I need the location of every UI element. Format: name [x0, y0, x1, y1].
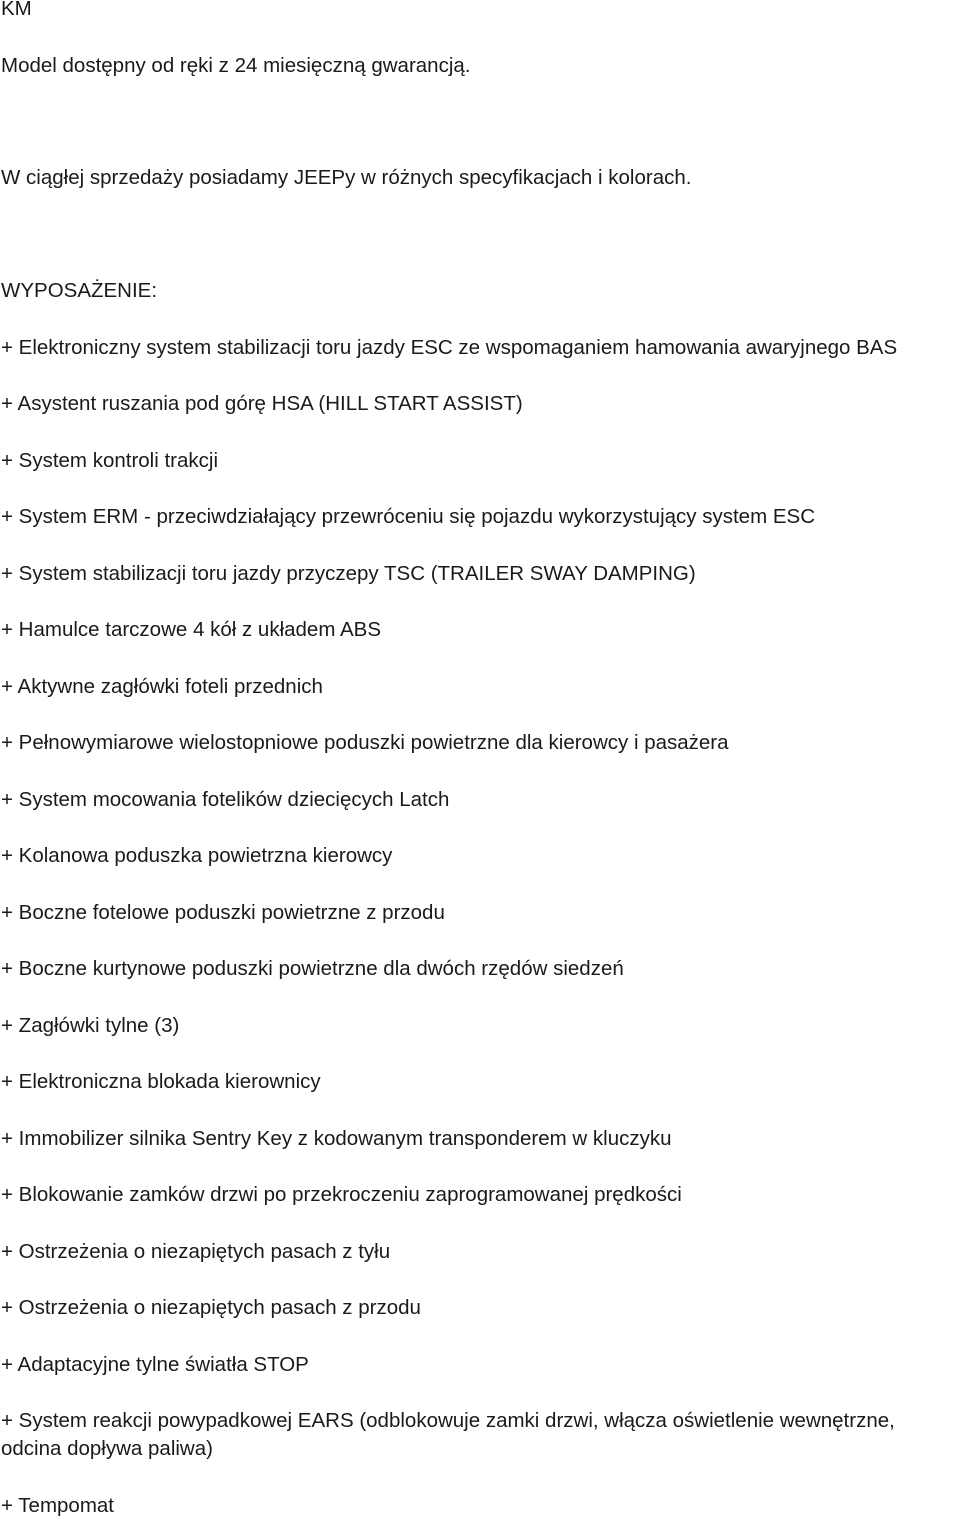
- equipment-item: + Immobilizer silnika Sentry Key z kodowanym transponderem w kluczyku: [1, 1127, 672, 1150]
- equipment-item: + Elektroniczny system stabilizacji toru jazdy ESC ze wspomaganiem hamowania awaryjnego BAS: [1, 336, 898, 359]
- equipment-item: + Asystent ruszania pod górę HSA (HILL START ASSIST): [1, 392, 523, 415]
- equipment-item: + Boczne fotelowe poduszki powietrzne z przodu: [1, 901, 445, 924]
- equipment-item: + Hamulce tarczowe 4 kół z układem ABS: [1, 618, 381, 641]
- equipment-item: + Boczne kurtynowe poduszki powietrzne dla dwóch rzędów siedzeń: [1, 957, 624, 980]
- equipment-item: + System kontroli trakcji: [1, 449, 219, 472]
- equipment-item: + Pełnowymiarowe wielostopniowe poduszki powietrzne dla kierowcy i pasażera: [1, 731, 729, 754]
- equipment-heading: WYPOSAŻENIE:: [1, 279, 158, 302]
- equipment-item: + Ostrzeżenia o niezapiętych pasach z przodu: [1, 1296, 421, 1319]
- equipment-item: + System ERM - przeciwdziałający przewróceniu się pojazdu wykorzystujący system ESC: [1, 505, 816, 528]
- equipment-item: + Ostrzeżenia o niezapiętych pasach z tyłu: [1, 1240, 391, 1263]
- equipment-item: + Zagłówki tylne (3): [1, 1014, 180, 1037]
- equipment-item: + Tempomat: [1, 1494, 115, 1517]
- equipment-item: + Kolanowa poduszka powietrzna kierowcy: [1, 844, 393, 867]
- header-code: KM: [1, 0, 32, 20]
- equipment-item: + Adaptacyjne tylne światła STOP: [1, 1353, 309, 1376]
- equipment-item: + Elektroniczna blokada kierownicy: [1, 1070, 321, 1093]
- equipment-item: + System reakcji powypadkowej EARS (odblokowuje zamki drzwi, włącza oświetlenie wewnętrzne, odcina dopływa paliwa): [1, 1409, 895, 1460]
- equipment-item: + System mocowania fotelików dziecięcych Latch: [1, 788, 450, 811]
- equipment-item: + Aktywne zagłówki foteli przednich: [1, 675, 323, 698]
- equipment-item: + Blokowanie zamków drzwi po przekroczeniu zaprogramowanej prędkości: [1, 1183, 682, 1206]
- sales-text: W ciągłej sprzedaży posiadamy JEEPy w różnych specyfikacjach i kolorach.: [1, 166, 692, 189]
- availability-text: Model dostępny od ręki z 24 miesięczną gwarancją.: [1, 54, 471, 77]
- equipment-item: + System stabilizacji toru jazdy przyczepy TSC (TRAILER SWAY DAMPING): [1, 562, 696, 585]
